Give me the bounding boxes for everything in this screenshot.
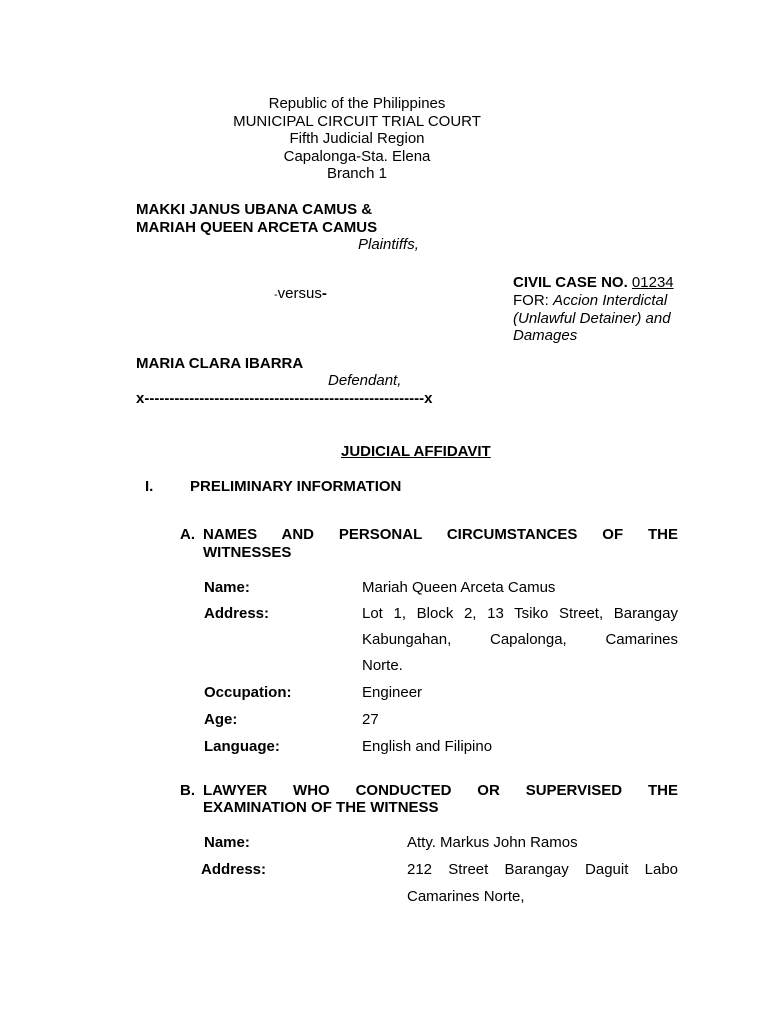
lawyer-address-label: Address: bbox=[201, 861, 267, 878]
header-location: Capalonga-Sta. Elena bbox=[283, 147, 431, 165]
sub-b-title-line-1: LAWYER WHO CONDUCTED OR SUPERVISED THE bbox=[203, 782, 678, 799]
document-title: JUDICIAL AFFIDAVIT bbox=[341, 443, 491, 460]
witness-name-label: Name: bbox=[204, 579, 250, 596]
section-1-number: I. bbox=[145, 478, 154, 495]
for-line-2: (Unlawful Detainer) and bbox=[513, 310, 671, 327]
header-branch: Branch 1 bbox=[326, 165, 388, 182]
witness-address-line-1: Lot 1, Block 2, 13 Tsiko Street, Barangay bbox=[362, 605, 678, 622]
witness-address-line-3: Norte. bbox=[362, 657, 403, 674]
header-republic: Republic of the Philippines bbox=[268, 95, 446, 112]
lawyer-name-label: Name: bbox=[204, 834, 250, 851]
witness-address-label: Address: bbox=[204, 605, 270, 622]
plaintiff-2: MARIAH QUEEN ARCETA CAMUS bbox=[136, 219, 378, 236]
witness-age-label: Age: bbox=[204, 711, 238, 728]
witness-language-value: English and Filipino bbox=[362, 738, 493, 755]
versus bbox=[274, 285, 327, 305]
witness-age-value: 27 bbox=[362, 711, 379, 728]
sub-b-title-line-2: EXAMINATION OF THE WITNESS bbox=[203, 799, 439, 816]
witness-name-value: Mariah Queen Arceta Camus bbox=[362, 579, 556, 596]
versus-suffix: - bbox=[321, 285, 327, 302]
witness-occupation-label: Occupation: bbox=[204, 684, 292, 701]
header-court: MUNICIPAL CIRCUIT TRIAL COURT bbox=[233, 112, 481, 130]
case-label: CIVIL CASE NO. bbox=[513, 274, 628, 291]
plaintiff-1: MAKKI JANUS UBANA CAMUS & bbox=[136, 201, 373, 218]
versus-prefix: - bbox=[274, 289, 278, 301]
caption-separator: x--------------------------------------------------------x bbox=[136, 390, 433, 407]
witness-occupation-value: Engineer bbox=[362, 684, 423, 701]
header-region: Fifth Judicial Region bbox=[289, 130, 425, 147]
sub-a-letter: A. bbox=[180, 526, 195, 543]
lawyer-name-value: Atty. Markus John Ramos bbox=[407, 834, 578, 851]
witness-language-label: Language: bbox=[204, 738, 280, 755]
plaintiffs-label: Plaintiffs, bbox=[358, 236, 419, 253]
sub-b-letter: B. bbox=[180, 782, 195, 799]
for-line-1: Accion Interdictal bbox=[553, 292, 668, 309]
versus-word: versus bbox=[277, 285, 322, 302]
lawyer-address-line-2: Camarines Norte, bbox=[407, 888, 525, 905]
lawyer-address-line-1: 212 Street Barangay Daguit Labo bbox=[407, 861, 678, 878]
case-for-line bbox=[513, 292, 667, 310]
sub-a-title-line-2: WITNESSES bbox=[203, 544, 292, 561]
witness-address-line-2: Kabungahan, Capalonga, Camarines bbox=[362, 631, 678, 648]
for-label: FOR: bbox=[513, 292, 549, 309]
case-number-line bbox=[513, 274, 674, 292]
court-header bbox=[207, 95, 507, 183]
defendant-name: MARIA CLARA IBARRA bbox=[136, 355, 304, 372]
defendant-label: Defendant, bbox=[328, 372, 402, 389]
sub-a-title-line-1: NAMES AND PERSONAL CIRCUMSTANCES OF THE bbox=[203, 526, 678, 543]
case-number: 01234 bbox=[631, 274, 674, 291]
section-1-title: PRELIMINARY INFORMATION bbox=[190, 478, 402, 495]
for-line-3: Damages bbox=[513, 327, 578, 344]
